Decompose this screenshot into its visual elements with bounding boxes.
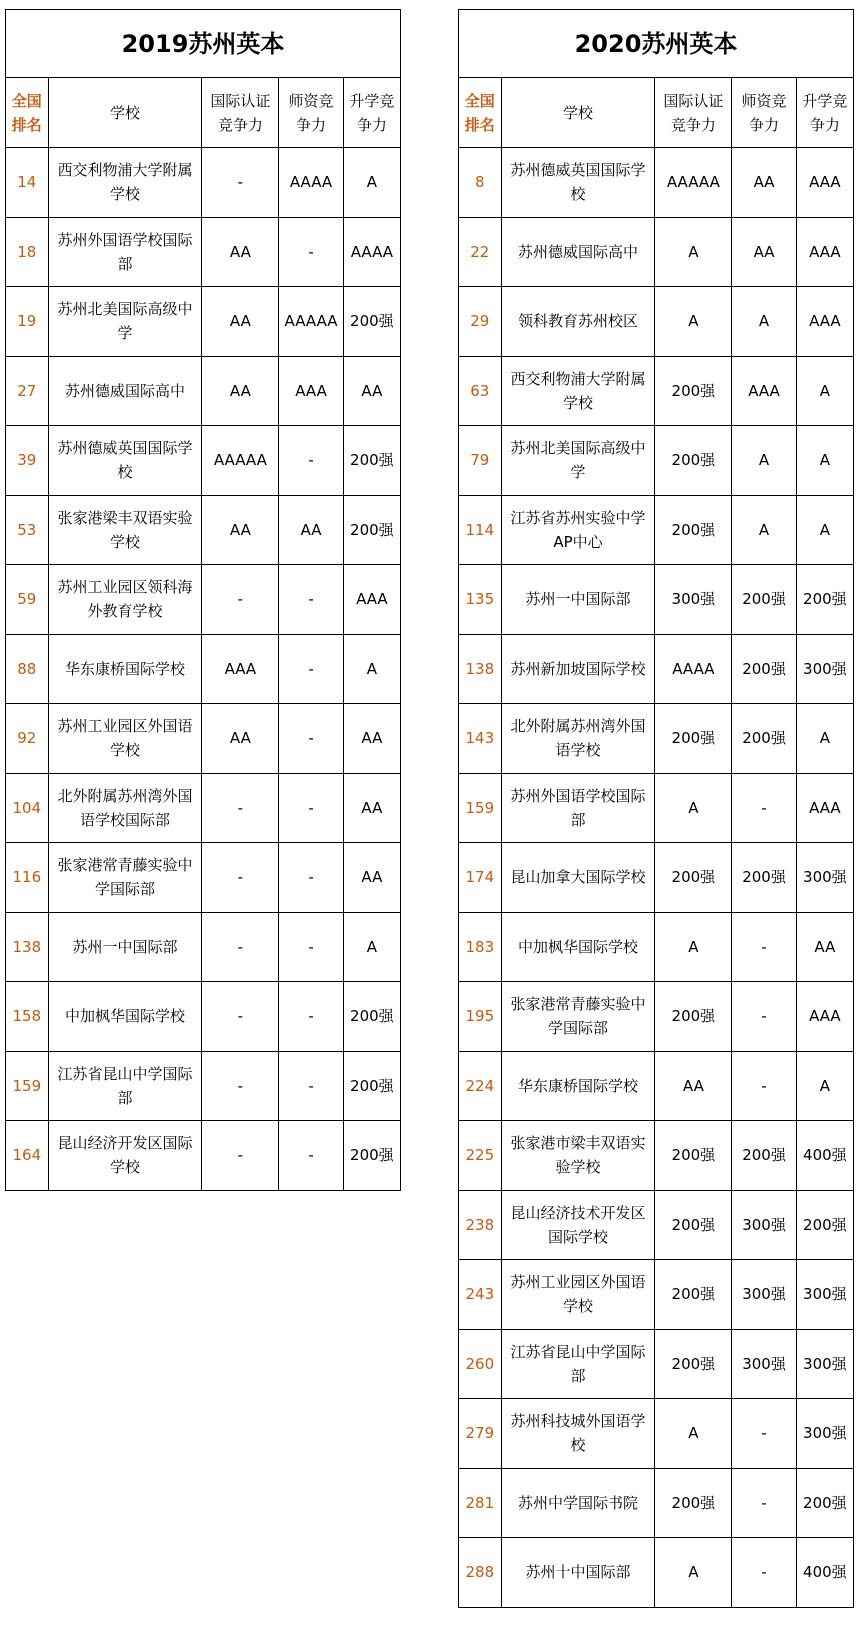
school-cell: 张家港梁丰双语实验学校 (48, 495, 202, 565)
intl-cert-cell: AAAA (655, 634, 732, 704)
faculty-cell: AA (732, 148, 796, 218)
faculty-cell: 300强 (732, 1329, 796, 1399)
faculty-cell: 300强 (732, 1190, 796, 1260)
rank-cell: 53 (6, 495, 49, 565)
table-row (459, 1260, 854, 1330)
intl-cert-cell: 200强 (655, 843, 732, 913)
rank-header: 全国排名 (459, 78, 502, 148)
rank-cell: 281 (459, 1468, 502, 1538)
admission-cell: A (796, 1051, 853, 1121)
intl-cert-cell: AA (202, 356, 279, 426)
school-cell: 苏州德威国际高中 (48, 356, 202, 426)
faculty-cell: - (279, 426, 343, 496)
admission-cell: 200强 (343, 287, 400, 357)
intl-cert-cell: 200强 (655, 704, 732, 774)
school-cell: 昆山经济开发区国际学校 (48, 1121, 202, 1191)
rank-cell: 159 (6, 1051, 49, 1121)
faculty-cell: - (279, 1051, 343, 1121)
intl-cert-cell: - (202, 565, 279, 635)
faculty-cell: AA (279, 495, 343, 565)
admission-cell: AAA (796, 982, 853, 1052)
admission-cell: AA (796, 912, 853, 982)
rank-cell: 183 (459, 912, 502, 982)
intl-cert-cell: A (655, 912, 732, 982)
school-cell: 昆山加拿大国际学校 (501, 843, 655, 913)
admission-cell: A (343, 912, 400, 982)
school-cell: 苏州工业园区外国语学校 (48, 704, 202, 774)
intl-cert-cell: AAAAA (655, 148, 732, 218)
school-cell: 苏州德威英国国际学校 (48, 426, 202, 496)
school-cell: 张家港市梁丰双语实验学校 (501, 1121, 655, 1191)
faculty-cell: 200强 (732, 634, 796, 704)
faculty-cell: AA (732, 217, 796, 287)
table-row (6, 565, 401, 635)
faculty-cell: - (279, 912, 343, 982)
table-row (459, 1190, 854, 1260)
intl-cert-header: 国际认证竞争力 (202, 78, 279, 148)
intl-cert-cell: - (202, 982, 279, 1052)
intl-cert-cell: A (655, 1399, 732, 1469)
table-row (459, 426, 854, 496)
rank-cell: 27 (6, 356, 49, 426)
faculty-cell: - (732, 773, 796, 843)
table-row (459, 634, 854, 704)
admission-cell: A (796, 426, 853, 496)
table-row (6, 148, 401, 218)
intl-cert-cell: AAAAA (202, 426, 279, 496)
faculty-cell: - (732, 982, 796, 1052)
school-cell: 张家港常青藤实验中学国际部 (501, 982, 655, 1052)
rank-cell: 104 (6, 773, 49, 843)
rank-cell: 243 (459, 1260, 502, 1330)
intl-cert-cell: - (202, 148, 279, 218)
admission-cell: 200强 (796, 565, 853, 635)
rank-cell: 135 (459, 565, 502, 635)
table-row (6, 982, 401, 1052)
intl-cert-cell: AA (202, 287, 279, 357)
rank-cell: 29 (459, 287, 502, 357)
rank-cell: 92 (6, 704, 49, 774)
faculty-cell: - (279, 1121, 343, 1191)
intl-cert-cell: AAA (202, 634, 279, 704)
admission-cell: AAA (796, 773, 853, 843)
rank-cell: 260 (459, 1329, 502, 1399)
rank-cell: 238 (459, 1190, 502, 1260)
intl-cert-cell: AA (202, 495, 279, 565)
table-row (6, 1121, 401, 1191)
intl-cert-cell: 200强 (655, 1121, 732, 1191)
admission-cell: AAA (796, 148, 853, 218)
admission-cell: A (796, 495, 853, 565)
rank-cell: 224 (459, 1051, 502, 1121)
faculty-cell: 200强 (732, 565, 796, 635)
intl-cert-cell: A (655, 1538, 732, 1608)
school-cell: 苏州工业园区外国语学校 (501, 1260, 655, 1330)
school-cell: 苏州十中国际部 (501, 1538, 655, 1608)
admission-cell: 400强 (796, 1121, 853, 1191)
faculty-cell: - (279, 634, 343, 704)
school-cell: 华东康桥国际学校 (48, 634, 202, 704)
table-row (459, 287, 854, 357)
intl-cert-cell: 200强 (655, 356, 732, 426)
table-row (6, 634, 401, 704)
intl-cert-header: 国际认证竞争力 (655, 78, 732, 148)
intl-cert-cell: - (202, 912, 279, 982)
school-cell: 江苏省昆山中学国际部 (48, 1051, 202, 1121)
intl-cert-cell: - (202, 843, 279, 913)
intl-cert-cell: 200强 (655, 1468, 732, 1538)
faculty-cell: A (732, 287, 796, 357)
faculty-cell: A (732, 426, 796, 496)
faculty-cell: - (279, 217, 343, 287)
rank-cell: 143 (459, 704, 502, 774)
table-row (6, 356, 401, 426)
admission-cell: 300强 (796, 634, 853, 704)
rank-cell: 8 (459, 148, 502, 218)
table-row (6, 773, 401, 843)
table-row (459, 773, 854, 843)
intl-cert-cell: 200强 (655, 1329, 732, 1399)
intl-cert-cell: 300强 (655, 565, 732, 635)
rank-cell: 39 (6, 426, 49, 496)
faculty-cell: - (732, 1399, 796, 1469)
admission-cell: 200强 (343, 426, 400, 496)
admission-cell: AAAA (343, 217, 400, 287)
admission-cell: A (796, 356, 853, 426)
intl-cert-cell: 200强 (655, 1260, 732, 1330)
intl-cert-cell: - (202, 773, 279, 843)
table-row (6, 912, 401, 982)
faculty-cell: - (732, 912, 796, 982)
intl-cert-cell: AA (202, 704, 279, 774)
intl-cert-cell: 200强 (655, 495, 732, 565)
faculty-header: 师资竞争力 (279, 78, 343, 148)
intl-cert-cell: 200强 (655, 426, 732, 496)
table-row (459, 1538, 854, 1608)
school-cell: 领科教育苏州校区 (501, 287, 655, 357)
school-cell: 苏州外国语学校国际部 (501, 773, 655, 843)
table-row (6, 1051, 401, 1121)
school-cell: 北外附属苏州湾外国语学校国际部 (48, 773, 202, 843)
table-row (459, 982, 854, 1052)
table-row (459, 495, 854, 565)
table-title: 2020苏州英本 (459, 10, 854, 78)
rank-cell: 114 (459, 495, 502, 565)
school-cell: 江苏省苏州实验中学AP中心 (501, 495, 655, 565)
school-cell: 西交利物浦大学附属学校 (48, 148, 202, 218)
admission-cell: 300强 (796, 843, 853, 913)
intl-cert-cell: AA (655, 1051, 732, 1121)
school-header: 学校 (501, 78, 655, 148)
admission-cell: 300强 (796, 1260, 853, 1330)
school-cell: 苏州科技城外国语学校 (501, 1399, 655, 1469)
school-cell: 苏州一中国际部 (48, 912, 202, 982)
table-row (459, 1051, 854, 1121)
faculty-cell: 200强 (732, 704, 796, 774)
rank-cell: 174 (459, 843, 502, 913)
table-body (459, 148, 854, 1608)
rank-cell: 138 (459, 634, 502, 704)
table-row (459, 565, 854, 635)
school-cell: 江苏省昆山中学国际部 (501, 1329, 655, 1399)
rank-cell: 288 (459, 1538, 502, 1608)
table-row (6, 426, 401, 496)
rank-cell: 88 (6, 634, 49, 704)
school-cell: 昆山经济技术开发区国际学校 (501, 1190, 655, 1260)
admission-cell: 200强 (343, 1121, 400, 1191)
faculty-cell: - (732, 1051, 796, 1121)
admission-cell: 200强 (343, 495, 400, 565)
faculty-cell: AAA (279, 356, 343, 426)
faculty-cell: - (732, 1468, 796, 1538)
rank-cell: 59 (6, 565, 49, 635)
school-cell: 苏州新加坡国际学校 (501, 634, 655, 704)
intl-cert-cell: 200强 (655, 982, 732, 1052)
school-cell: 苏州外国语学校国际部 (48, 217, 202, 287)
rank-cell: 79 (459, 426, 502, 496)
intl-cert-cell: 200强 (655, 1190, 732, 1260)
admission-cell: AA (343, 773, 400, 843)
faculty-cell: AAAAA (279, 287, 343, 357)
school-cell: 苏州一中国际部 (501, 565, 655, 635)
admission-cell: AAA (796, 217, 853, 287)
school-cell: 苏州北美国际高级中学 (501, 426, 655, 496)
school-cell: 中加枫华国际学校 (501, 912, 655, 982)
intl-cert-cell: A (655, 287, 732, 357)
rank-cell: 225 (459, 1121, 502, 1191)
rank-cell: 195 (459, 982, 502, 1052)
faculty-cell: AAAA (279, 148, 343, 218)
table-row (459, 1468, 854, 1538)
rank-cell: 279 (459, 1399, 502, 1469)
admission-header: 升学竞争力 (343, 78, 400, 148)
rank-cell: 164 (6, 1121, 49, 1191)
school-cell: 苏州德威国际高中 (501, 217, 655, 287)
table-row (459, 843, 854, 913)
admission-header: 升学竞争力 (796, 78, 853, 148)
rank-cell: 116 (6, 843, 49, 913)
school-cell: 中加枫华国际学校 (48, 982, 202, 1052)
table-row (6, 217, 401, 287)
rank-cell: 22 (459, 217, 502, 287)
intl-cert-cell: AA (202, 217, 279, 287)
rank-cell: 158 (6, 982, 49, 1052)
admission-cell: 400强 (796, 1538, 853, 1608)
admission-cell: AA (343, 356, 400, 426)
rank-cell: 18 (6, 217, 49, 287)
school-cell: 华东康桥国际学校 (501, 1051, 655, 1121)
faculty-cell: 300强 (732, 1260, 796, 1330)
rank-cell: 63 (459, 356, 502, 426)
rank-cell: 138 (6, 912, 49, 982)
table-row (459, 1329, 854, 1399)
table-row (459, 912, 854, 982)
rank-header: 全国排名 (6, 78, 49, 148)
admission-cell: AAA (796, 287, 853, 357)
admission-cell: 300强 (796, 1329, 853, 1399)
admission-cell: 300强 (796, 1399, 853, 1469)
rank-cell: 14 (6, 148, 49, 218)
school-cell: 北外附属苏州湾外国语学校 (501, 704, 655, 774)
table-row (6, 287, 401, 357)
school-header: 学校 (48, 78, 202, 148)
admission-cell: AA (343, 843, 400, 913)
ranking-table-2019 (5, 9, 401, 1191)
table-row (459, 1121, 854, 1191)
admission-cell: AA (343, 704, 400, 774)
admission-cell: A (343, 634, 400, 704)
school-cell: 苏州北美国际高级中学 (48, 287, 202, 357)
faculty-header: 师资竞争力 (732, 78, 796, 148)
rank-cell: 159 (459, 773, 502, 843)
table-row (459, 356, 854, 426)
admission-cell: A (343, 148, 400, 218)
school-cell: 张家港常青藤实验中学国际部 (48, 843, 202, 913)
faculty-cell: - (279, 704, 343, 774)
faculty-cell: - (279, 565, 343, 635)
faculty-cell: - (279, 982, 343, 1052)
faculty-cell: AAA (732, 356, 796, 426)
table-row (6, 704, 401, 774)
table-row (6, 843, 401, 913)
rank-cell: 19 (6, 287, 49, 357)
faculty-cell: - (279, 843, 343, 913)
admission-cell: 200强 (343, 1051, 400, 1121)
school-cell: 西交利物浦大学附属学校 (501, 356, 655, 426)
table-title: 2019苏州英本 (6, 10, 401, 78)
table-row (6, 495, 401, 565)
intl-cert-cell: - (202, 1051, 279, 1121)
ranking-table-2020 (458, 9, 854, 1608)
faculty-cell: A (732, 495, 796, 565)
table-row (459, 704, 854, 774)
intl-cert-cell: A (655, 217, 732, 287)
school-cell: 苏州德威英国国际学校 (501, 148, 655, 218)
admission-cell: A (796, 704, 853, 774)
table-row (459, 1399, 854, 1469)
faculty-cell: 200强 (732, 843, 796, 913)
faculty-cell: - (732, 1538, 796, 1608)
table-row (459, 148, 854, 218)
intl-cert-cell: A (655, 773, 732, 843)
table-body (6, 148, 401, 1191)
school-cell: 苏州中学国际书院 (501, 1468, 655, 1538)
admission-cell: 200强 (796, 1468, 853, 1538)
admission-cell: AAA (343, 565, 400, 635)
admission-cell: 200强 (343, 982, 400, 1052)
admission-cell: 200强 (796, 1190, 853, 1260)
table-row (459, 217, 854, 287)
faculty-cell: 200强 (732, 1121, 796, 1191)
faculty-cell: - (279, 773, 343, 843)
school-cell: 苏州工业园区领科海外教育学校 (48, 565, 202, 635)
intl-cert-cell: - (202, 1121, 279, 1191)
